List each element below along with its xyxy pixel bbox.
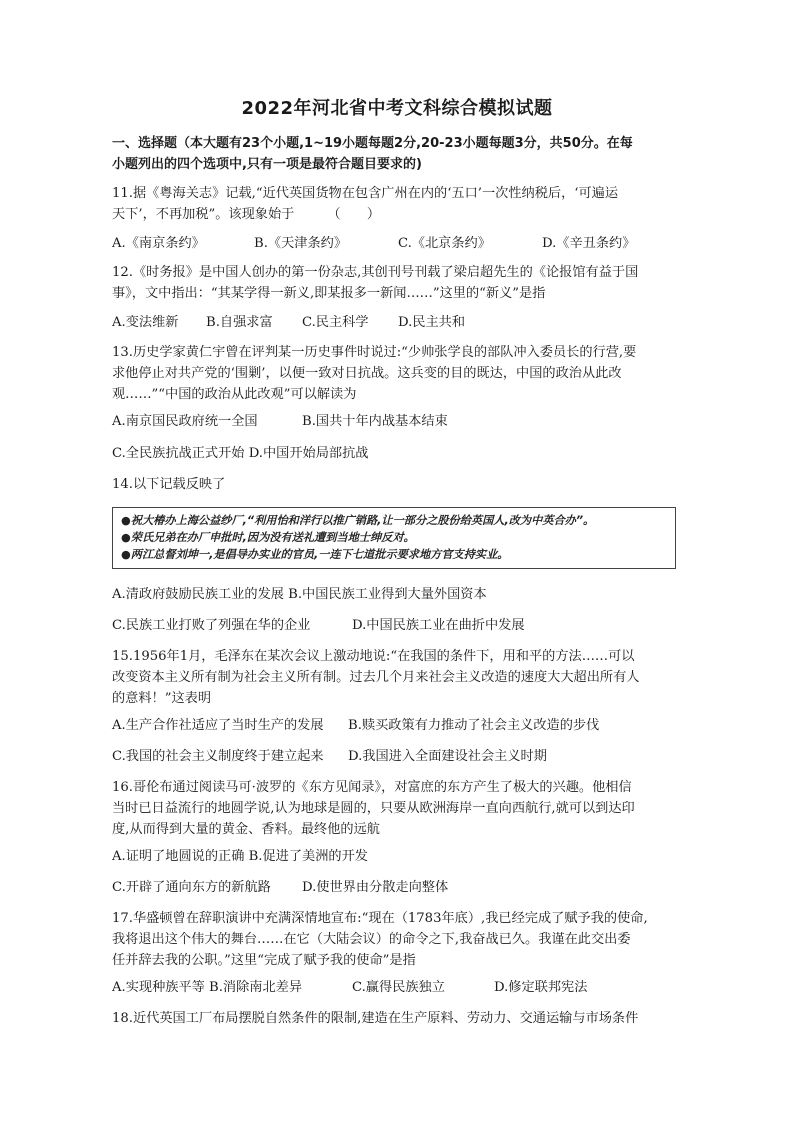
q11-option-a[interactable]: A.《南京条约》 [112,236,205,251]
q17-options [112,977,692,998]
q12-option-b[interactable]: B.自强求富 [206,315,273,330]
page-title: 2022年河北省中考文科综合模拟试题 [241,98,553,119]
q17-option-c[interactable]: C.赢得民族独立 [352,980,445,995]
q14-material-item: ●两江总督刘坤一,是倡导办实业的官员,一连下七道批示要求地方官支持实业。 [121,548,509,561]
q13-stem-line3: 观……”“中国的政治从此改观”可以解读为 [112,387,357,402]
q14-options-ab[interactable]: A.清政府鼓励民族工业的发展 B.中国民族工业得到大量外国资本 [112,587,487,602]
q15-options-cd [112,746,692,767]
q16-stem-line2: 当时已日益流行的地圆学说,认为地球是圆的，只要从欧洲海岸一直向西航行,就可以到达印 [112,801,635,816]
q13-option-b[interactable]: B.国共十年内战基本结束 [302,414,448,429]
section-heading-line2: 小题列出的四个选项中,只有一项是最符合题目要求的) [112,157,422,172]
q12-option-c[interactable]: C.民主科学 [302,315,369,330]
q12-option-a[interactable]: A.变法维新 [112,315,179,330]
section-heading-line1: 一、选择题（本大题有23个小题,1~19小题每题2分,20-23小题每题3分，共50分。在每 [112,136,633,151]
q16-option-c[interactable]: C.开辟了通向东方的新航路 [112,880,271,895]
q16-options-cd [112,877,692,898]
q14-stem-line1: 14.以下记载反映了 [112,477,226,492]
q16-option-d[interactable]: D.使世界由分散走向整体 [302,880,449,895]
q17-option-d[interactable]: D.修定联邦宪法 [494,980,588,995]
q14-material-item: ●祝大椿办上海公益纱厂,“利用怡和洋行以推广销路,让一部分之股份给英国人,改为中英合办”。 [121,514,595,527]
q16-stem-line3: 度,从而得到大量的黄金、香料。最终他的远航 [112,822,380,837]
q11-stem-line2: 天下’，不再加税”。该现象始于 （ ） [112,207,381,222]
q11-options [112,233,692,254]
q16-stem-line1: 16.哥伦布通过阅读马可·波罗的《东方见闻录》，对富庶的东方产生了极大的兴趣。他相信 [112,780,632,795]
q15-options-ab [112,715,692,736]
q14-material-item: ●荣氏兄弟在办厂申批时,因为没有送礼遭到当地士绅反对。 [121,531,415,544]
q13-options-cd[interactable]: C.全民族抗战正式开始 D.中国开始局部抗战 [112,446,369,461]
q12-stem-line2: 事》，文中指出：“其某学得一新义,即某报多一新闻……”这里的“新义”是指 [112,286,546,301]
q15-stem-line2: 改变资本主义所有制为社会主义所有制。过去几个月来社会主义改造的速度大大超出所有人 [112,670,640,685]
q14-material-box [112,507,676,569]
q12-option-d[interactable]: D.民主共和 [398,315,466,330]
q14-option-c[interactable]: C.民族工业打败了列强在华的企业 [112,618,311,633]
q17-options-ab[interactable]: A.实现种族平等 B.消除南北差异 [112,980,303,995]
q15-stem-line1: 15.1956年1月，毛泽东在某次会议上激动地说:“在我国的条件下，用和平的方法……可以 [112,649,635,664]
q11-option-b[interactable]: B.《天津条约》 [254,236,348,251]
q16-options-ab[interactable]: A.证明了地圆说的正确 B.促进了美洲的开发 [112,849,368,864]
q17-stem-line2: 我将退出这个伟大的舞台……在它（大陆会议）的命令之下,我奋战已久。我谨在此交出委 [112,932,631,947]
q13-option-a[interactable]: A.南京国民政府统一全国 [112,414,258,429]
q13-stem-line1: 13.历史学家黄仁宇曾在评判某一历史事件时说过:“少帅张学良的部队冲入委员长的行营,要 [112,345,637,360]
q14-options-cd [112,615,692,636]
q13-options-ab [112,411,692,432]
q11-option-c[interactable]: C.《北京条约》 [398,236,491,251]
q17-stem-line1: 17.华盛顿曾在辞职演讲中充满深情地宣布:“现在（1783年底）,我已经完成了赋予我的使命, [112,911,648,926]
q17-stem-line3: 任并辞去我的公职。”这里“完成了赋予我的使命”是指 [112,953,416,968]
q12-stem-line1: 12.《时务报》是中国人创办的第一份杂志,其创刊号刊载了梁启超先生的《论报馆有益于国 [112,265,639,280]
q15-option-d[interactable]: D.我国进入全面建设社会主义时期 [348,749,547,764]
q18-stem-line1: 18.近代英国工厂布局摆脱自然条件的限制,建造在生产原料、劳动力、交通运输与市场条件 [112,1011,639,1026]
q11-option-d[interactable]: D.《辛丑条约》 [542,236,636,251]
q14-option-d[interactable]: D.中国民族工业在曲折中发展 [352,618,525,633]
q15-option-a[interactable]: A.生产合作社适应了当时生产的发展 [112,718,324,733]
q13-stem-line2: 求他停止对共产党的‘围剿’，以便一致对日抗战。这兵变的目的既达，中国的政治从此改 [112,366,622,381]
q12-options [112,312,692,333]
q11-stem-line1: 11.据《粤海关志》记载,“近代英国货物在包含广州在内的‘五口’一次性纳税后，‘可遍运 [112,186,619,201]
q15-option-b[interactable]: B.赎买政策有力推动了社会主义改造的步伐 [348,718,600,733]
q15-stem-line3: 的意料！”这表明 [112,691,212,706]
q15-option-c[interactable]: C.我国的社会主义制度终于建立起来 [112,749,324,764]
